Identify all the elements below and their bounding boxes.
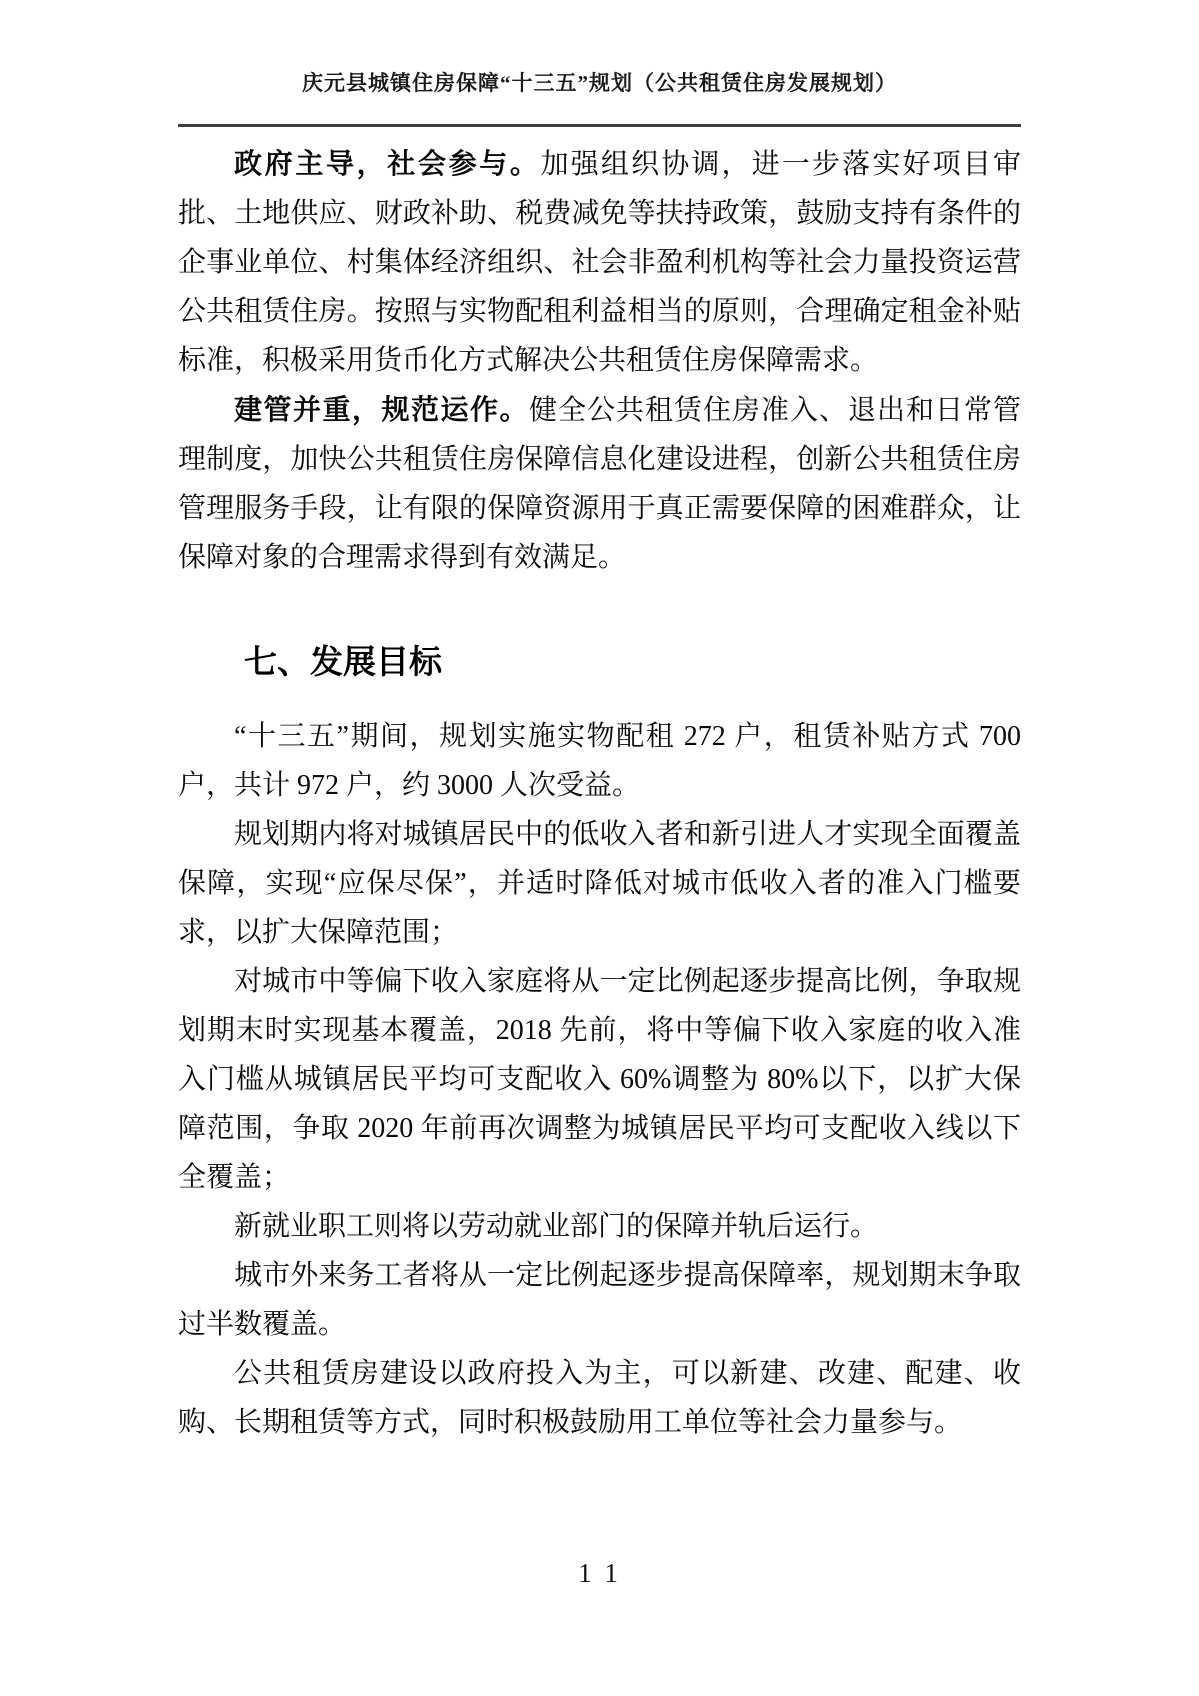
paragraph-plan-totals: “十三五”期间，规划实施实物配租 272 户，租赁补贴方式 700 户，共计 972 户，约 3000 人次受益。 (178, 721, 1021, 801)
document-body (178, 127, 1021, 1447)
paragraph-new-employees: 新就业职工则将以劳动就业部门的保障并轨后运行。 (234, 1211, 879, 1242)
paragraph-text: 健全公共租赁住房准入、退出和日常管理制度，加快公共租赁住房保障信息化建设进程，创新公共租赁住房管理服务手段，让有限的保障资源用于真正需要保障的困难群众，让保障对象的合理需求得到有效满足。 (178, 395, 1021, 573)
page-number: 1 1 (578, 1558, 621, 1588)
paragraph-government-led (178, 139, 1021, 385)
paragraph-middle-lower-income: 对城市中等偏下收入家庭将从一定比例起逐步提高比例，争取规划期末时实现基本覆盖，2018 先前，将中等偏下收入家庭的收入准入门槛从城镇居民平均可支配收入 60%调整为 80%以下，以扩大保障范围，争取 2020 年前再次调整为城镇居民平均可支配收入线以下全覆盖； (178, 966, 1021, 1193)
section-heading-development-goals: 七、发展目标 (244, 643, 442, 680)
paragraph-coverage-low-income: 规划期内将对城镇居民中的低收入者和新引进人才实现全面覆盖保障，实现“应保尽保”，并适时降低对城市低收入者的准入门槛要求，以扩大保障范围； (178, 819, 1021, 948)
paragraph-construction-methods: 公共租赁房建设以政府投入为主，可以新建、改建、配建、收购、长期租赁等方式，同时积极鼓励用工单位等社会力量参与。 (178, 1358, 1021, 1438)
paragraph-migrant-workers: 城市外来务工者将从一定比例起逐步提高保障率，规划期末争取过半数覆盖。 (178, 1260, 1021, 1340)
bold-lead-build-manage: 建管并重，规范运作。 (234, 394, 529, 425)
page-footer (0, 1558, 1199, 1589)
header-title: 庆元县城镇住房保障“十三五”规划（公共租赁住房发展规划） (302, 71, 897, 95)
paragraph-text: 加强组织协调，进一步落实好项目审批、土地供应、财政补助、税费减免等扶持政策，鼓励支持有条件的企事业单位、村集体经济组织、社会非盈利机构等社会力量投资运营公共租赁住房。按照与实物配租利益相当的原则，合理确定租金补贴标准，积极采用货币化方式解决公共租赁住房保障需求。 (178, 149, 1021, 376)
paragraph-build-manage (178, 385, 1021, 582)
page-header (178, 0, 1021, 98)
bold-lead-government-led: 政府主导，社会参与。 (234, 148, 541, 179)
